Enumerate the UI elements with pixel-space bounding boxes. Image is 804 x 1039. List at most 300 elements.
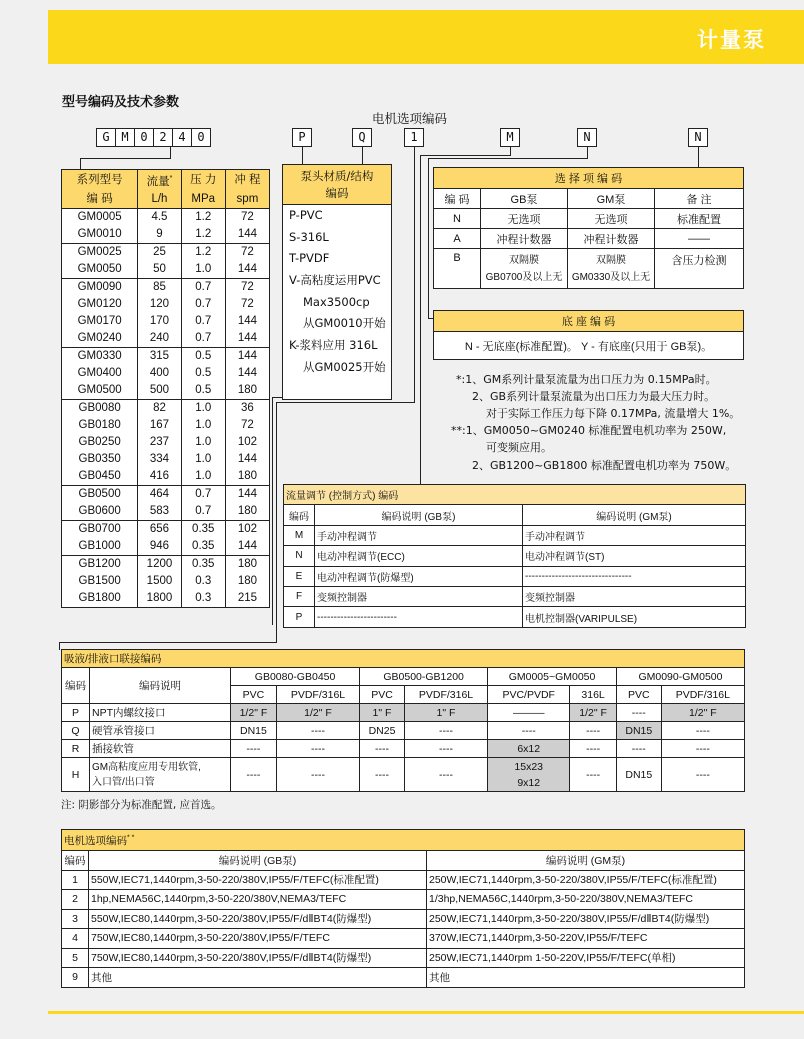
code-cell: N [284,546,315,566]
table-cell: 72 [225,296,269,313]
table-cell: 手动冲程调节 [523,525,746,545]
table-cell: 9 [138,226,181,244]
table-cell: 334 [138,451,181,468]
model-code-cell: GB0450 [62,468,138,486]
header-cell: GM泵 [568,189,655,209]
table-row [284,566,746,586]
note-line: 对于实际工作压力每下降 0.17MPa, 流量增大 1%。 [486,407,741,420]
table-cell: ------------------------ [315,607,523,627]
code-cell: 9 [62,968,89,988]
model-code-cell: GM0025 [62,243,138,261]
header-cell: 编 码 [62,191,138,209]
table-row [62,704,745,722]
table-cell: 含压力检测 [655,249,744,289]
table-cell: ---- [570,758,617,792]
table-header-row [434,189,744,209]
table-row [62,278,270,296]
cell-line: 15x23 [514,760,543,773]
table-cell: ---- [616,704,661,722]
material-item: 从GM0010开始 [303,316,386,331]
table-cell: 167 [138,417,181,434]
table-cell: ---- [404,722,487,740]
table-cell: 电动冲程调节(ECC) [315,546,523,566]
connector-line [414,147,415,402]
connector-line [420,155,510,156]
code-box-6: 0 [191,128,211,147]
table-cell: ---- [276,740,359,758]
model-code-cell: GM0050 [62,261,138,279]
motor-option-table [61,829,745,988]
code-box-port: Q [352,128,372,147]
table-cell: 180 [225,555,269,573]
table-cell: 180 [225,382,269,400]
code-cell: P [62,704,90,722]
model-code-cell: GM0005 [62,208,138,226]
table-cell: 0.7 [181,296,225,313]
header-cell: 备 注 [655,189,744,209]
table-cell: 144 [225,365,269,382]
material-header [283,165,391,205]
table-cell: ---- [661,722,744,740]
pump-head-material-box [282,164,392,400]
table-cell: 550W,IEC80,1440rpm,3-50-220/380V,IP55/F/dⅡBT4(防爆型) [89,909,427,929]
table-cell: ---- [276,722,359,740]
table-row [434,229,744,249]
table-cell: ---- [231,758,277,792]
header-cell: 冲 程 [225,170,269,191]
table-cell: 0.7 [181,278,225,296]
table-cell: 0.7 [181,485,225,503]
table-title-text: 电机选项编码 [64,834,127,847]
table-cell: ---- [231,740,277,758]
table-cell: 464 [138,485,181,503]
table-cell: 变频控制器 [315,586,523,606]
table-cell: 120 [138,296,181,313]
table-cell: 0.5 [181,382,225,400]
table-header-row [62,851,745,871]
table-title-row [434,168,744,189]
table-cell: 400 [138,365,181,382]
connector-line [59,642,60,650]
table-cell: 583 [138,503,181,521]
cell-line: 双隔膜 [509,254,539,266]
table-cell: 1800 [138,590,181,608]
model-code-cell: GM0240 [62,330,138,348]
code-cell: P [284,607,315,627]
motor-table-body [62,870,745,987]
table-cell: 1.0 [181,261,225,279]
table-row [434,332,744,360]
table-row [284,525,746,545]
model-code-cell: GB0080 [62,399,138,417]
table-cell [481,249,568,289]
table-cell: 250W,IEC71,1440rpm,3-50-220/380V,IP55/F/dⅡBT4(防爆型) [427,909,745,929]
code-cell: 4 [62,929,89,949]
flow-table-body [284,525,746,627]
model-code-cell: GM0170 [62,313,138,330]
header-banner [48,10,804,64]
table-cell: 1200 [138,555,181,573]
table-title-row [284,485,746,505]
table-row [284,607,746,627]
note-line: 2、GB1200~GB1800 标准配置电机功率为 750W。 [472,459,737,472]
header-cell: 编码 [62,851,89,871]
port-connection-table [61,649,745,792]
code-cell: 5 [62,948,89,968]
header-cell: L/h [138,191,181,209]
table-cell: 250W,IEC71,1440rpm 1-50-220V,IP55/F/TEFC(单相) [427,948,745,968]
table-cell: 1.0 [181,399,225,417]
table-cell: 656 [138,520,181,538]
table-cell: —— [655,229,744,249]
model-table-body [62,208,270,607]
header-cell: 系列型号 [62,170,138,191]
header-text: 流量 [146,175,170,188]
table-cell: 1/2" F [570,704,617,722]
table-row [434,209,744,229]
table-cell: N - 无底座(标准配置)。 Y - 有底座(只用于 GB泵)。 [434,332,744,360]
table-cell: 36 [225,399,269,417]
table-row [62,347,270,365]
table-row [62,573,270,590]
table-cell: 变频控制器 [523,586,746,606]
note-line: **:1、GM0050~GM0240 标准配置电机功率为 250W, [451,424,727,437]
group-header: GB0500-GB1200 [360,668,488,686]
code-box-1: G [96,128,116,147]
table-cell: 102 [225,434,269,451]
table-cell: 0.3 [181,590,225,608]
table-row [62,929,745,949]
table-row [284,546,746,566]
table-cell: 180 [225,503,269,521]
table-title: 选 择 项 编 码 [434,168,744,189]
page-title: 计量泵 [697,28,766,52]
table-cell: 500 [138,382,181,400]
header-cell: 编码 [284,505,315,525]
code-cell: M [284,525,315,545]
flow-control-table [283,484,746,628]
table-row [62,520,270,538]
table-row [62,382,270,400]
table-cell: 0.7 [181,503,225,521]
table-cell: 1/2" F [231,704,277,722]
table-cell: 0.3 [181,573,225,590]
table-header-row [62,668,745,686]
code-cell: H [62,758,90,792]
table-cell: ---- [570,740,617,758]
code-cell: Q [62,722,90,740]
table-cell: 1.0 [181,417,225,434]
desc-cell [90,758,231,792]
table-cell: 144 [225,261,269,279]
table-cell: DN15 [616,722,661,740]
table-row [62,503,270,521]
table-cell: DN25 [360,722,405,740]
material-item: S-316L [289,229,329,244]
table-cell: 0.7 [181,330,225,348]
material-item: Max3500cp [303,294,370,309]
connector-line [428,158,587,159]
table-cell: 144 [225,347,269,365]
table-row [62,226,270,244]
table-title-row [62,650,745,668]
table-row [62,722,745,740]
table-title: 吸液/排液口联接编码 [62,650,745,668]
subheader-cell: PVDF/316L [276,686,359,704]
table-cell: 1hp,NEMA56C,1440rpm,3-50-220/380V,NEMA3/TEFC [89,890,427,910]
table-row [62,296,270,313]
code-cell: 2 [62,890,89,910]
model-code-cell: GB1500 [62,573,138,590]
table-cell: 170 [138,313,181,330]
table-cell: 250W,IEC71,1440rpm,3-50-220/380V,IP55/F/TEFC(标准配置) [427,870,745,890]
table-cell: 85 [138,278,181,296]
table-cell: 1.0 [181,451,225,468]
table-row [62,434,270,451]
material-item: K-浆料应用 316L [289,338,378,353]
model-code-cell: GM0120 [62,296,138,313]
table-cell: -------------------------------- [523,566,746,586]
connector-line [59,642,277,643]
model-code-cell: GB0250 [62,434,138,451]
table-cell: 0.5 [181,365,225,382]
header-cell: GB泵 [481,189,568,209]
material-header-line: 编码 [325,186,349,200]
table-row [62,208,270,226]
table-row [62,365,270,382]
table-cell: 240 [138,330,181,348]
note-line: *:1、GM系列计量泵流量为出口压力为 0.15MPa时。 [456,373,717,386]
table-cell: 0.35 [181,555,225,573]
table-row [284,586,746,606]
table-cell: 1500 [138,573,181,590]
table-cell: ---- [360,758,405,792]
table-title [62,830,745,851]
table-cell: 72 [225,243,269,261]
code-cell: 1 [62,870,89,890]
table-header-row [62,170,270,191]
table-cell: ---- [404,758,487,792]
group-header: GB0080-GB0450 [231,668,360,686]
header-cell: 编码说明 (GM泵) [427,851,745,871]
table-cell: 237 [138,434,181,451]
code-box-2: M [115,128,135,147]
header-cell: spm [225,191,269,209]
header-cell: 编码说明 (GB泵) [315,505,523,525]
table-cell: 416 [138,468,181,486]
code-box-motor: 1 [404,128,424,147]
table-cell: 1.2 [181,226,225,244]
model-code-cell: GB0500 [62,485,138,503]
table-cell: A [434,229,481,249]
code-box-base: N [577,128,597,147]
table-cell: 144 [225,313,269,330]
cell-line: GB0700及以上无 [485,271,563,283]
header-cell: 编 码 [434,189,481,209]
table-cell: 0.35 [181,520,225,538]
table-cell: 1/2" F [661,704,744,722]
table-row [62,313,270,330]
code-box-3: 0 [134,128,154,147]
table-title: 流量调节 (控制方式) 编码 [284,485,746,505]
code-cell: F [284,586,315,606]
subheader-cell: PVC [360,686,405,704]
header-cell: 编码说明 (GM泵) [523,505,746,525]
header-cell: 编码说明 (GB泵) [89,851,427,871]
connector-line [80,158,170,159]
model-code-cell: GB1200 [62,555,138,573]
table-title-row [434,311,744,332]
table-cell: 电动冲程调节(防爆型) [315,566,523,586]
table-cell: 1/3hp,NEMA56C,1440rpm,3-50-220/380V,NEMA3/TEFC [427,890,745,910]
cell-line: 9x12 [517,776,541,789]
model-code-cell: GB0700 [62,520,138,538]
table-cell: 冲程计数器 [568,229,655,249]
code-cell: E [284,566,315,586]
table-cell: 电动冲程调节(ST) [523,546,746,566]
port-footnote: 注: 阴影部分为标准配置, 应首选。 [61,799,222,811]
table-cell: 82 [138,399,181,417]
table-row [62,399,270,417]
code-box-flow: M [500,128,520,147]
subheader-cell: PVDF/316L [661,686,744,704]
table-row [62,740,745,758]
connector-line [510,147,511,156]
table-cell: DN15 [231,722,277,740]
desc-cell: 插接软管 [90,740,231,758]
cell-line: 入口管/出口管 [92,776,155,788]
code-box-4: 2 [153,128,173,147]
table-cell: 1/2" F [276,704,359,722]
material-header-line: 泵头材质/结构 [300,169,374,183]
model-code-cell: GB0180 [62,417,138,434]
table-cell: B [434,249,481,289]
table-header-row [284,505,746,525]
material-item: 从GM0025开始 [303,359,386,374]
header-cell: 编码说明 [90,668,231,704]
table-row [62,590,270,608]
model-spec-table [61,169,270,608]
table-cell: 72 [225,278,269,296]
table-cell: ---- [616,740,661,758]
header-cell [138,170,181,191]
table-cell: 144 [225,226,269,244]
subheader-cell: PVC/PVDF [488,686,570,704]
subheader-cell: PVC [231,686,277,704]
table-cell: N [434,209,481,229]
table-cell: 6x12 [488,740,570,758]
table-cell: 0.7 [181,313,225,330]
table-cell [488,758,570,792]
table-cell: 144 [225,330,269,348]
code-box-material: P [292,128,312,147]
note-line: 可变频应用。 [486,441,552,454]
connector-line [587,147,588,159]
table-row [62,909,745,929]
table-cell: 无选项 [481,209,568,229]
table-row [62,468,270,486]
material-item: P-PVC [289,208,323,222]
table-row [62,948,745,968]
table-cell: 144 [225,451,269,468]
table-row [62,890,745,910]
material-item: T-PVDF [289,251,330,266]
desc-cell: NPT内螺纹接口 [90,704,231,722]
note-line: 2、GB系列计量泵流量为出口压力为最大压力时。 [472,390,716,403]
table-cell: 1" F [360,704,405,722]
table-cell: 1.2 [181,208,225,226]
table-cell: 1.0 [181,434,225,451]
table-cell: 50 [138,261,181,279]
table-cell: 电机控制器(VARIPULSE) [523,607,746,627]
table-row [62,758,745,792]
table-cell: 1" F [404,704,487,722]
cell-line: GM0330及以上无 [571,271,651,283]
header-cell: MPa [181,191,225,209]
table-cell: 1.2 [181,243,225,261]
table-cell: ---- [360,740,405,758]
table-cell: 4.5 [138,208,181,226]
table-cell: 0.35 [181,538,225,556]
table-cell: 144 [225,485,269,503]
model-code-cell: GM0400 [62,365,138,382]
table-cell: ---- [276,758,359,792]
table-cell: DN15 [616,758,661,792]
table-cell: 102 [225,520,269,538]
table-row [62,417,270,434]
table-cell: 180 [225,573,269,590]
table-header-row [62,191,270,209]
table-cell: 370W,IEC71,1440rpm,3-50-220V,IP55/F/TEFC [427,929,745,949]
cell-line: GM高粘度应用专用软管, [92,761,201,773]
table-cell: 25 [138,243,181,261]
code-box-option: N [688,128,708,147]
footer-rule [48,1011,804,1014]
connector-line [272,397,273,625]
subheader-cell: 316L [570,686,617,704]
table-cell: 手动冲程调节 [315,525,523,545]
table-cell: 215 [225,590,269,608]
table-row [62,870,745,890]
table-cell: ---- [661,758,744,792]
connector-line [276,402,415,403]
section-title: 型号编码及技术参数 [62,95,180,110]
table-cell: 72 [225,208,269,226]
table-cell: 550W,IEC71,1440rpm,3-50-220/380V,IP55/F/TEFC(标准配置) [89,870,427,890]
model-code-cell: GM0010 [62,226,138,244]
table-cell: 无选项 [568,209,655,229]
material-item: V-高粘度运用PVC [289,273,381,288]
group-header: GM0005~GM0050 [488,668,617,686]
header-cell: 压 力 [181,170,225,191]
code-cell: 3 [62,909,89,929]
motor-option-caption: 电机选项编码 [372,111,448,126]
table-row [62,261,270,279]
group-header: GM0090-GM0500 [616,668,744,686]
subheader-cell: PVDF/316L [404,686,487,704]
table-title-row [62,830,745,851]
table-row [62,485,270,503]
table-cell: 冲程计数器 [481,229,568,249]
model-code-cell: GM0090 [62,278,138,296]
connector-line [698,147,699,168]
connector-line [428,158,429,318]
model-code-cell: GB1800 [62,590,138,608]
table-row [62,451,270,468]
code-box-5: 4 [172,128,192,147]
model-code-cell: GM0500 [62,382,138,400]
connector-line [420,155,421,485]
